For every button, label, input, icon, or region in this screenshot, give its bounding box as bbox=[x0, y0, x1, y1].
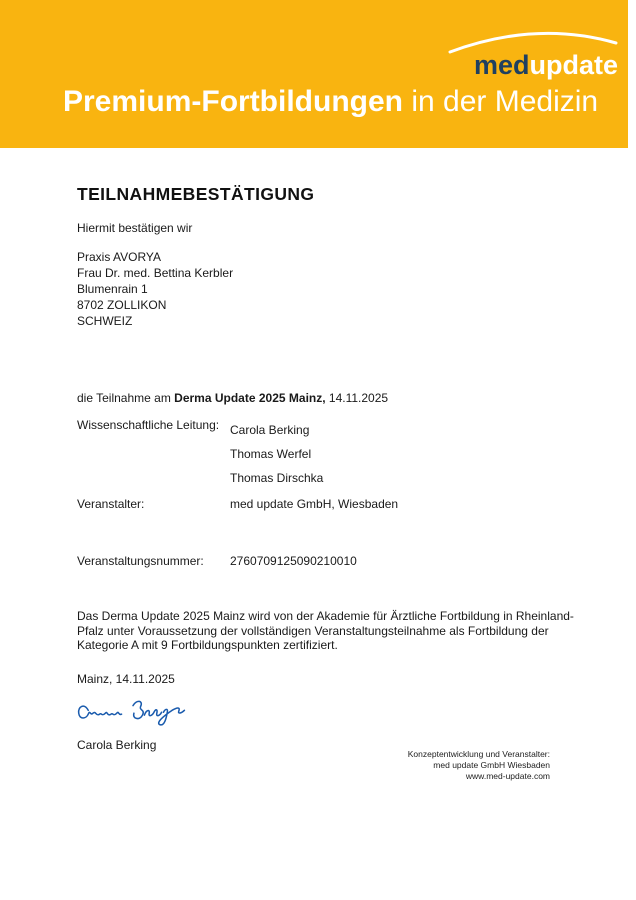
scientific-lead-label: Wissenschaftliche Leitung: bbox=[77, 418, 220, 432]
header-band bbox=[0, 0, 628, 148]
medupdate-logo bbox=[448, 26, 618, 78]
headline-regular-text: in der Medizin bbox=[403, 85, 599, 118]
address-line-street: Blumenrain 1 bbox=[77, 282, 148, 296]
headline-bold-text: Premium-Fortbildungen bbox=[63, 85, 403, 118]
signature-image bbox=[74, 697, 192, 737]
organizer-value: med update GmbH, Wiesbaden bbox=[230, 497, 399, 511]
event-number-value: 2760709125090210010 bbox=[230, 554, 357, 568]
address-line-country: SCHWEIZ bbox=[77, 314, 133, 328]
event-number-label: Veranstaltungsnummer: bbox=[77, 554, 204, 568]
lead-name: Thomas Dirschka bbox=[230, 471, 324, 485]
organizer-label: Veranstalter: bbox=[77, 497, 145, 511]
lead-name: Carola Berking bbox=[230, 423, 310, 437]
footer-line-website: www.med-update.com bbox=[465, 770, 550, 781]
logo-wordmark bbox=[448, 52, 618, 78]
participation-prefix: die Teilnahme am bbox=[77, 391, 175, 405]
document-title: TEILNAHMEBESTÄTIGUNG bbox=[77, 184, 315, 204]
intro-line: Hiermit bestätigen wir bbox=[77, 221, 193, 235]
footer-line-company: med update GmbH Wiesbaden bbox=[433, 759, 550, 770]
participation-line bbox=[77, 391, 388, 405]
header-headline bbox=[63, 85, 598, 119]
footer-info bbox=[408, 749, 550, 781]
logo-med-text: med bbox=[473, 50, 530, 80]
event-name: Derma Update 2025 Mainz, bbox=[174, 391, 326, 405]
address-line-city: 8702 ZOLLIKON bbox=[77, 298, 167, 312]
logo-update-text: update bbox=[529, 50, 618, 80]
recipient-address bbox=[77, 249, 233, 329]
address-line-name: Frau Dr. med. Bettina Kerbler bbox=[77, 266, 234, 280]
scientific-lead-names bbox=[230, 418, 323, 490]
event-date: 14.11.2025 bbox=[325, 391, 389, 405]
place-date-line: Mainz, 14.11.2025 bbox=[77, 672, 175, 686]
signatory-name: Carola Berking bbox=[77, 738, 157, 752]
footer-line-role: Konzeptentwicklung und Veranstalter: bbox=[407, 749, 550, 759]
lead-name: Thomas Werfel bbox=[230, 447, 312, 461]
certification-paragraph: Das Derma Update 2025 Mainz wird von der Akademie für Ärztliche Fortbildung in Rheinland-Pfalz unter Voraussetzung der vollständigen Veranstaltungsteilnahme als Fortbildung der Kategorie A mit 9 Fortbildungspunkten zertifiziert. bbox=[77, 609, 574, 653]
address-line-practice: Praxis AVORYA bbox=[77, 250, 162, 264]
